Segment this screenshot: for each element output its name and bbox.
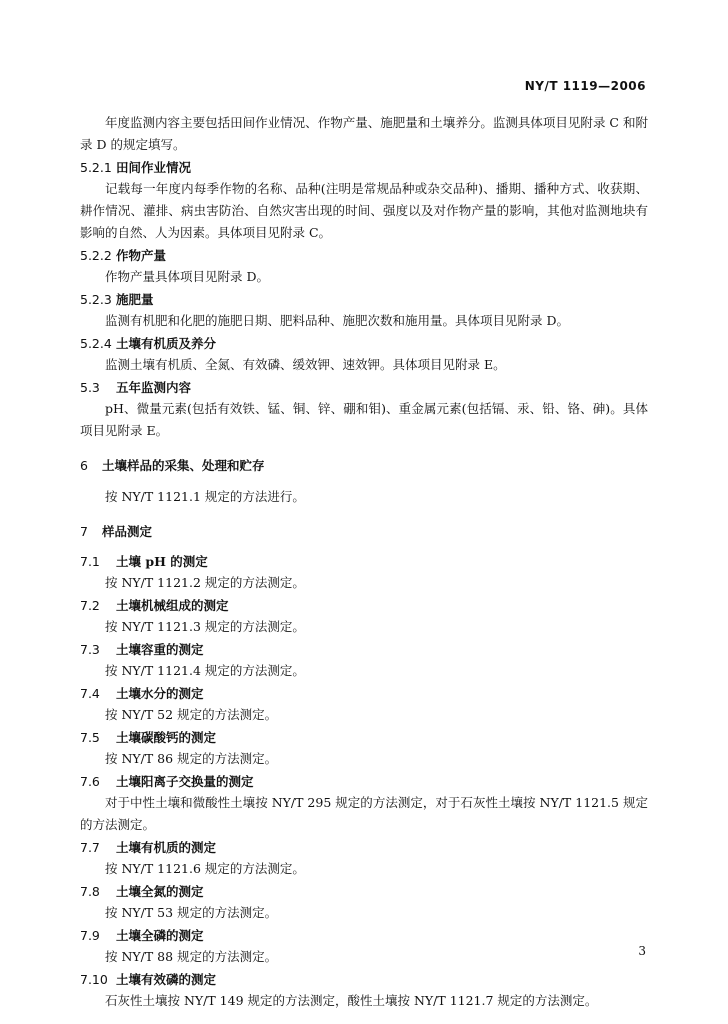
heading-title: 施肥量	[116, 292, 154, 307]
subsection-heading	[80, 882, 648, 902]
section-heading	[80, 522, 648, 542]
heading-title: 土壤阳离子交换量的测定	[116, 774, 254, 789]
subsection-heading	[80, 158, 648, 178]
paragraph: 石灰性土壤按 NY/T 149 规定的方法测定，酸性土壤按 NY/T 1121.7 规定的方法测定。	[105, 993, 598, 1008]
heading-title: 土壤机械组成的测定	[116, 598, 229, 613]
heading-title: 土壤碳酸钙的测定	[116, 730, 217, 745]
heading-title: 土壤全磷的测定	[116, 928, 204, 943]
heading-title: 田间作业情况	[116, 160, 192, 175]
heading-number: 5.2.1	[80, 160, 112, 175]
paragraph: 按 NY/T 1121.6 规定的方法测定。	[105, 861, 305, 876]
paragraph: 按 NY/T 86 规定的方法测定。	[105, 751, 278, 766]
heading-number: 5.2.2	[80, 248, 112, 263]
paragraph: 记载每一年度内每季作物的名称、品种(注明是常规品种或杂交品种)、播期、播种方式、收获期、耕作情况、灌排、病虫害防治、自然灾害出现的时间、强度以及对作物产量的影响，其他对监测地块有影响的自然、人为因素。具体项目见附录 C。	[80, 181, 648, 240]
heading-title: 土壤有机质的测定	[116, 840, 217, 855]
heading-title: 土壤水分的测定	[116, 686, 204, 701]
heading-number: 7.9	[80, 928, 100, 943]
subsection-heading	[80, 926, 648, 946]
heading-title: 土壤样品的采集、处理和贮存	[102, 458, 265, 473]
subsection-heading	[80, 684, 648, 704]
paragraph: 监测土壤有机质、全氮、有效磷、缓效钾、速效钾。具体项目见附录 E。	[105, 357, 506, 372]
heading-title: 样品测定	[102, 524, 153, 539]
subsection-heading	[80, 596, 648, 616]
subsection-heading	[80, 640, 648, 660]
subsection-heading	[80, 772, 648, 792]
heading-number: 6	[80, 458, 88, 473]
paragraph: 按 NY/T 88 规定的方法测定。	[105, 949, 278, 964]
heading-number: 7.3	[80, 642, 100, 657]
heading-title: 土壤有效磷的测定	[116, 972, 217, 987]
paragraph: 按 NY/T 1121.1 规定的方法进行。	[105, 489, 305, 504]
heading-number: 7.5	[80, 730, 100, 745]
heading-number: 7.6	[80, 774, 100, 789]
heading-title: 土壤全氮的测定	[116, 884, 204, 899]
section-heading	[80, 456, 648, 476]
paragraph: 对于中性土壤和微酸性土壤按 NY/T 295 规定的方法测定，对于石灰性土壤按 NY/T 1121.5 规定的方法测定。	[80, 795, 648, 832]
subsection-heading	[80, 728, 648, 748]
heading-title: 土壤 pH 的测定	[116, 554, 208, 569]
heading-number: 7.2	[80, 598, 100, 613]
subsection-heading	[80, 246, 648, 266]
heading-number: 5.2.4	[80, 336, 112, 351]
paragraph: pH、微量元素(包括有效铁、锰、铜、锌、硼和钼)、重金属元素(包括镉、汞、铅、铬、砷)。具体项目见附录 E。	[80, 401, 648, 438]
paragraph: 按 NY/T 1121.4 规定的方法测定。	[105, 663, 305, 678]
paragraph: 作物产量具体项目见附录 D。	[105, 269, 269, 284]
heading-title: 土壤有机质及养分	[116, 336, 217, 351]
heading-number: 7.1	[80, 554, 100, 569]
paragraph: 按 NY/T 1121.2 规定的方法测定。	[105, 575, 305, 590]
heading-title: 土壤容重的测定	[116, 642, 204, 657]
heading-number: 5.2.3	[80, 292, 112, 307]
heading-number: 7.8	[80, 884, 100, 899]
heading-number: 7	[80, 524, 88, 539]
document-body	[80, 112, 648, 1014]
subsection-heading	[80, 970, 648, 990]
paragraph: 按 NY/T 1121.3 规定的方法测定。	[105, 619, 305, 634]
heading-title: 五年监测内容	[116, 380, 192, 395]
heading-number: 7.10	[80, 972, 108, 987]
standard-number-header: NY/T 1119—2006	[524, 79, 646, 93]
subsection-heading	[80, 334, 648, 354]
paragraph: 按 NY/T 52 规定的方法测定。	[105, 707, 278, 722]
page-number: 3	[638, 944, 646, 958]
subsection-heading	[80, 838, 648, 858]
heading-number: 5.3	[80, 380, 100, 395]
paragraph: 按 NY/T 53 规定的方法测定。	[105, 905, 278, 920]
heading-number: 7.7	[80, 840, 100, 855]
paragraph: 年度监测内容主要包括田间作业情况、作物产量、施肥量和土壤养分。监测具体项目见附录 C 和附录 D 的规定填写。	[80, 115, 648, 152]
heading-title: 作物产量	[116, 248, 167, 263]
subsection-heading	[80, 378, 648, 398]
subsection-heading	[80, 290, 648, 310]
heading-number: 7.4	[80, 686, 100, 701]
paragraph: 监测有机肥和化肥的施肥日期、肥料品种、施肥次数和施用量。具体项目见附录 D。	[105, 313, 569, 328]
subsection-heading	[80, 552, 648, 572]
